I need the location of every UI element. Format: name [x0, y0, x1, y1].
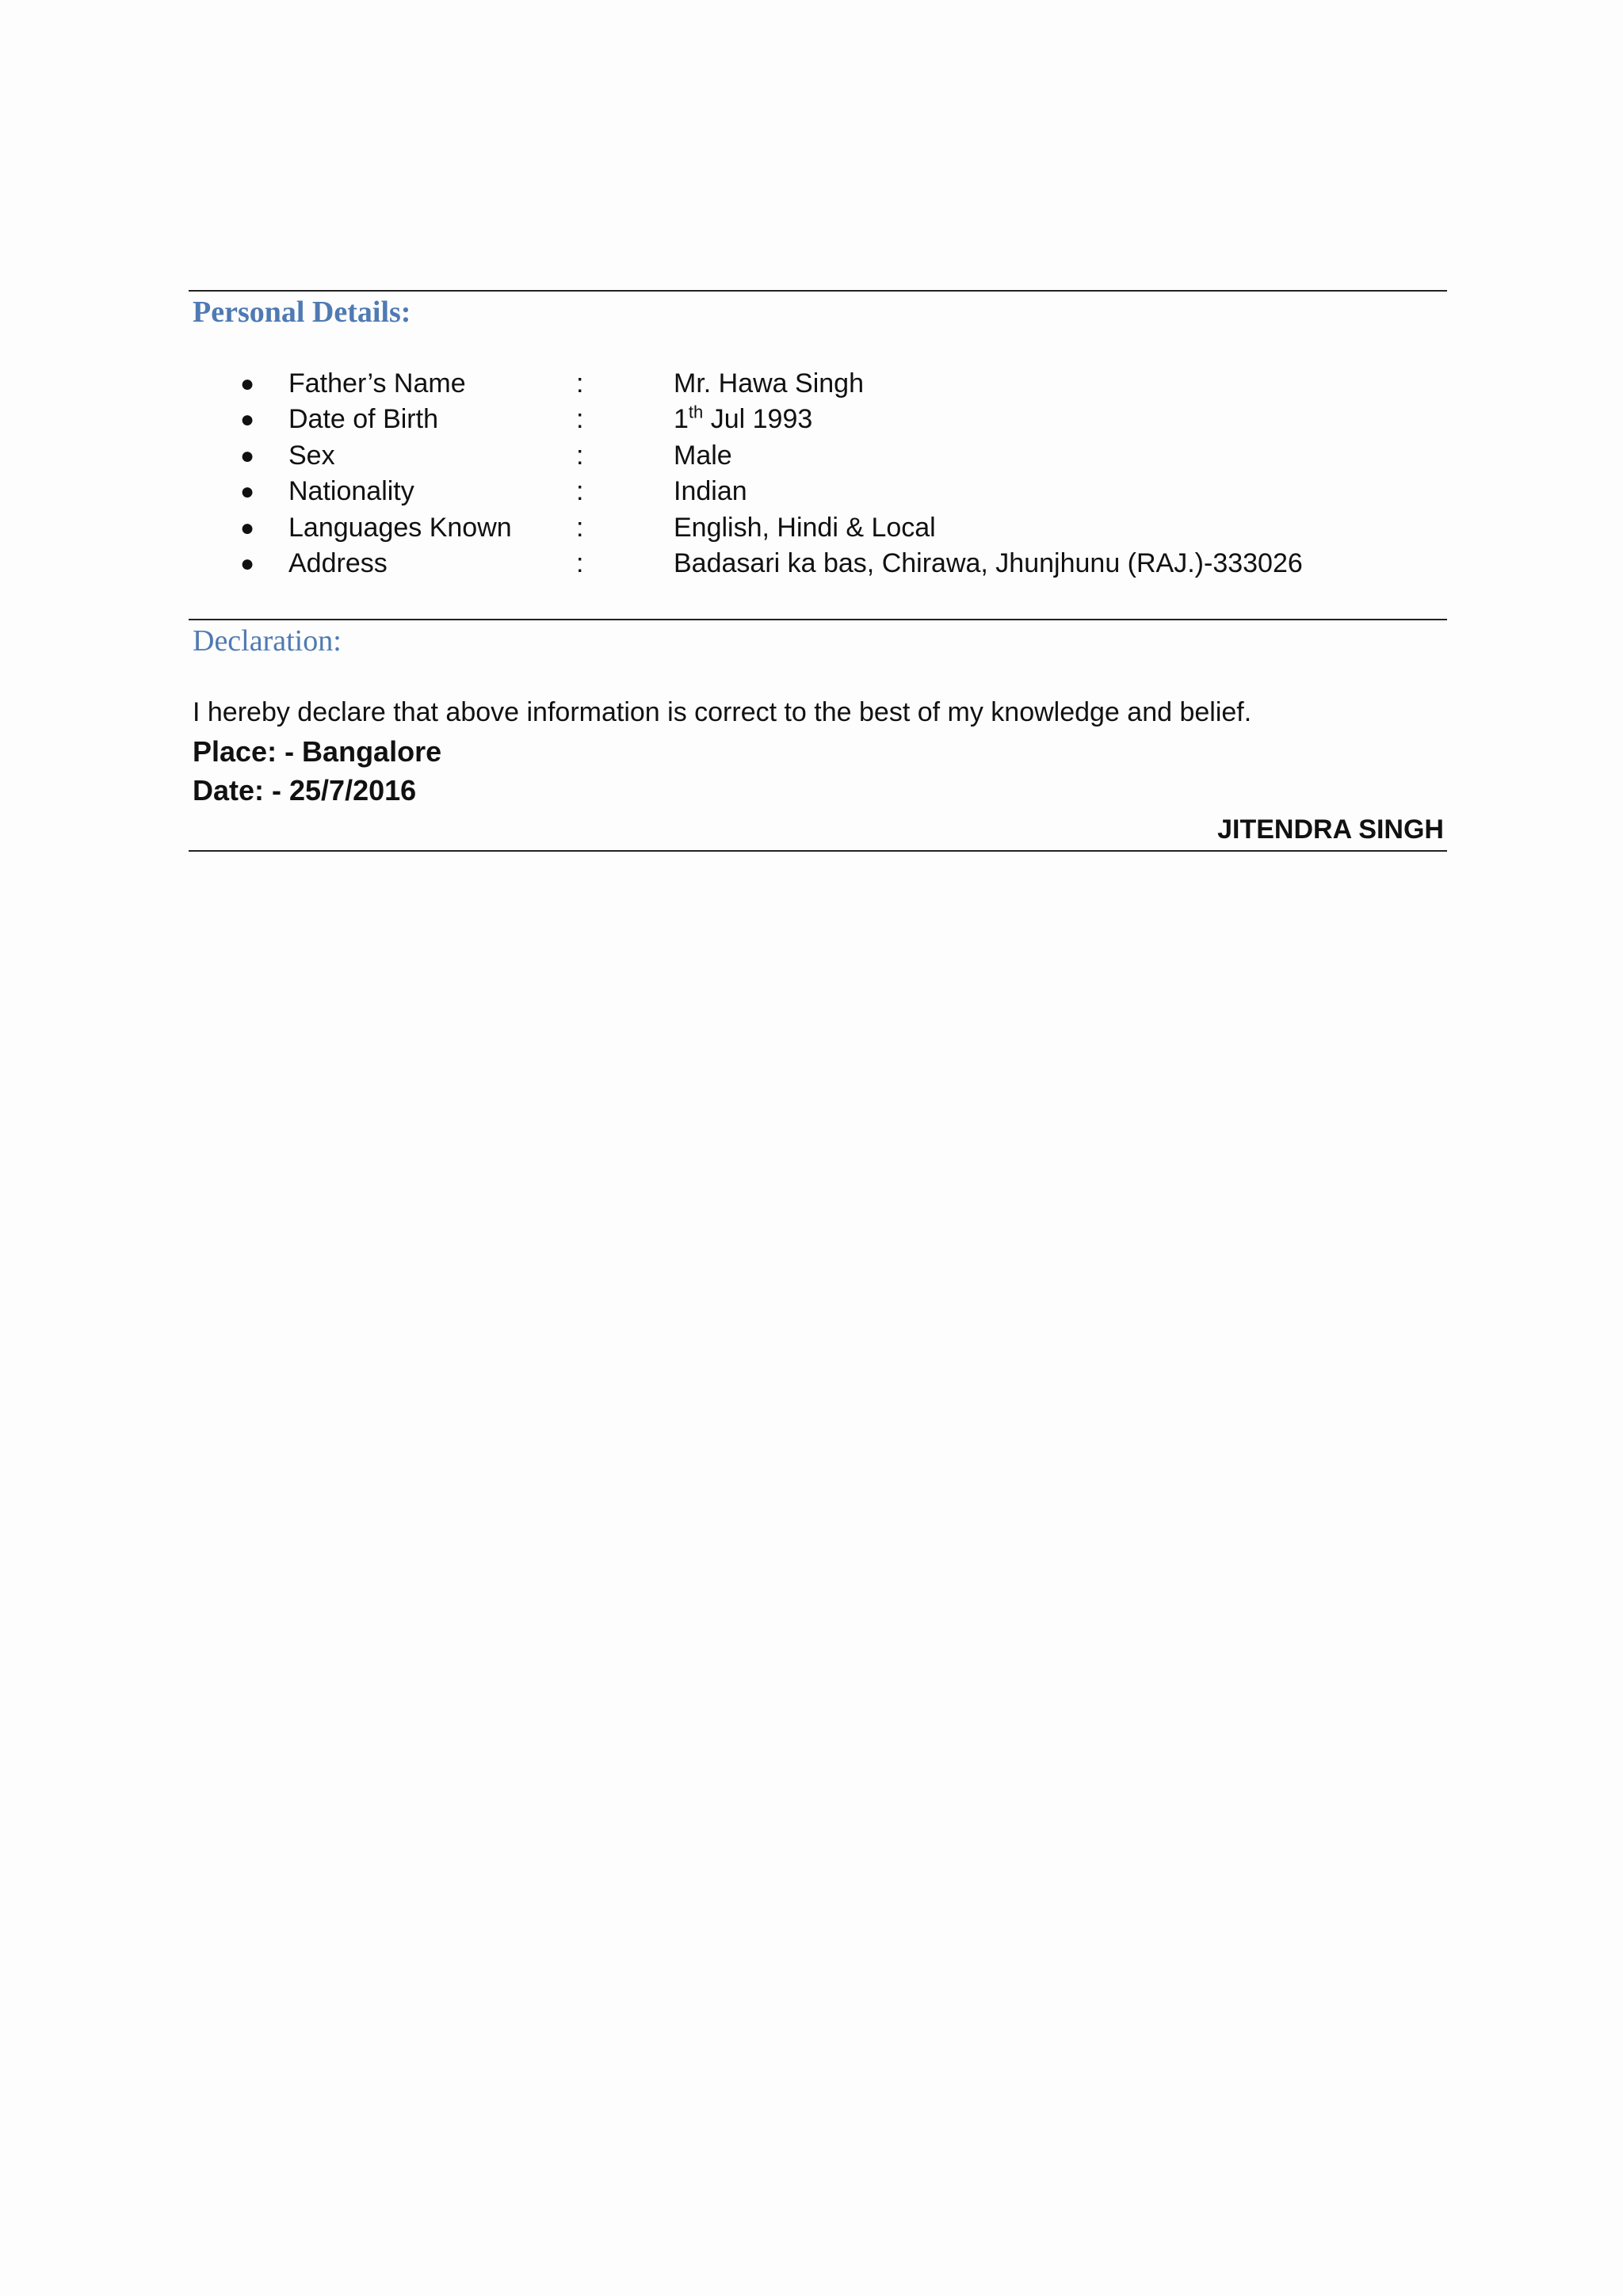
detail-separator: : — [576, 476, 584, 507]
detail-separator: : — [576, 404, 584, 435]
signature-name: JITENDRA SINGH — [1217, 814, 1444, 845]
bullet-icon: ● — [240, 371, 255, 397]
detail-separator: : — [576, 440, 584, 471]
list-item — [0, 438, 1623, 474]
personal-details-list — [0, 366, 1623, 582]
detail-label: Father’s Name — [288, 368, 466, 399]
section-divider — [189, 850, 1447, 852]
section-divider — [189, 290, 1447, 292]
bullet-icon: ● — [240, 442, 255, 469]
declaration-place: Place: - Bangalore — [193, 735, 442, 768]
detail-label: Sex — [288, 440, 335, 471]
dob-day-suffix: th — [688, 402, 704, 423]
dob-day: 1 — [674, 404, 689, 435]
bullet-icon: ● — [240, 550, 255, 577]
list-item — [0, 510, 1623, 546]
list-item — [0, 546, 1623, 582]
list-item — [0, 402, 1623, 437]
detail-separator: : — [576, 512, 584, 543]
declaration-text: I hereby declare that above information is correct to the best of my knowledge and belief. — [193, 697, 1252, 727]
list-item — [0, 474, 1623, 509]
dob-month-year: Jul 1993 — [703, 404, 813, 435]
detail-separator: : — [576, 547, 584, 578]
detail-value — [674, 402, 812, 437]
detail-value: Mr. Hawa Singh — [674, 368, 864, 399]
section-divider — [189, 619, 1447, 620]
personal-details-heading: Personal Details: — [193, 296, 411, 329]
list-item — [0, 366, 1623, 402]
bullet-icon: ● — [240, 479, 255, 505]
declaration-date: Date: - 25/7/2016 — [193, 774, 417, 807]
detail-label: Languages Known — [288, 512, 512, 543]
detail-label: Date of Birth — [288, 404, 438, 435]
detail-value: Male — [674, 440, 732, 471]
bullet-icon: ● — [240, 514, 255, 541]
bullet-icon: ● — [240, 406, 255, 433]
detail-label: Nationality — [288, 476, 414, 507]
detail-label: Address — [288, 547, 388, 578]
detail-value: Badasari ka bas, Chirawa, Jhunjhunu (RAJ.)-333026 — [674, 547, 1303, 578]
detail-separator: : — [576, 368, 584, 399]
declaration-heading: Declaration: — [193, 624, 342, 658]
detail-value: Indian — [674, 476, 747, 507]
detail-value: English, Hindi & Local — [674, 512, 936, 543]
